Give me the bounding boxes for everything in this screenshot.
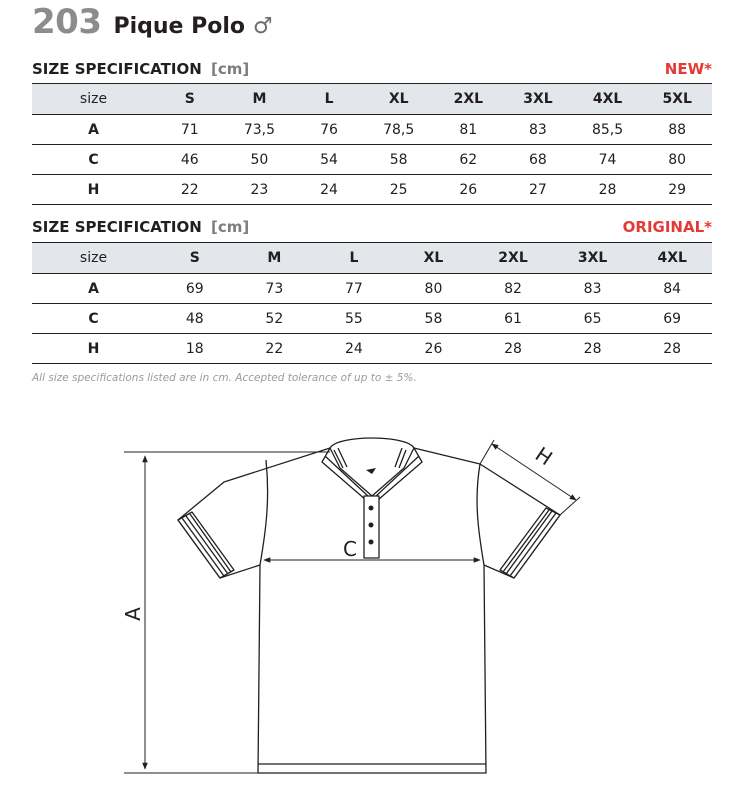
measure-value: 68	[529, 151, 547, 168]
product-code: 203	[32, 2, 102, 42]
measure-value: 81	[459, 121, 478, 138]
size-header-cell: M	[252, 91, 267, 107]
size-header-cell: 4XL	[657, 250, 687, 266]
measure-value: 73	[265, 280, 284, 297]
measure-label: C	[88, 310, 99, 327]
product-name: Pique Polo	[113, 14, 246, 39]
size-column-header: size	[79, 91, 108, 107]
measure-value: 28	[598, 181, 617, 198]
measure-label: A	[88, 121, 99, 138]
measure-label: A	[88, 280, 99, 297]
new-tag: NEW*	[664, 60, 712, 78]
measure-value: 74	[598, 151, 617, 168]
measure-value: 27	[529, 181, 547, 198]
measure-value: 61	[504, 310, 522, 327]
original-size-table	[32, 242, 712, 364]
new-spec-unit: [cm]	[211, 60, 250, 78]
size-header-cell: XL	[388, 91, 409, 107]
measure-value: 83	[529, 121, 547, 138]
measure-value: 25	[389, 181, 408, 198]
measure-value: 80	[668, 151, 687, 168]
size-header-cell: M	[267, 250, 282, 266]
size-header-cell: 5XL	[662, 91, 692, 107]
measure-value: 85,5	[591, 121, 624, 138]
measure-value: 52	[265, 310, 284, 327]
size-header-cell: L	[349, 250, 359, 266]
table-row	[32, 334, 712, 364]
table-row	[32, 145, 712, 175]
size-column-header: size	[79, 250, 108, 266]
size-header-cell: S	[189, 250, 200, 266]
measure-value: 22	[265, 340, 284, 357]
measure-value: 54	[320, 151, 338, 168]
label-h: H	[530, 442, 557, 471]
measure-value: 88	[668, 121, 687, 138]
product-header	[32, 2, 273, 42]
table-row	[32, 274, 712, 304]
measure-value: 23	[250, 181, 269, 198]
measure-value: 71	[180, 121, 199, 138]
original-spec-title: SIZE SPECIFICATION	[32, 218, 202, 236]
measure-value: 58	[424, 310, 443, 327]
size-header-cell: XL	[423, 250, 444, 266]
measure-value: 82	[504, 280, 522, 297]
measure-value: 83	[583, 280, 602, 297]
measure-value: 22	[180, 181, 199, 198]
measure-value: 73,5	[243, 121, 276, 138]
original-spec-unit: [cm]	[211, 218, 250, 236]
measure-value: 46	[180, 151, 199, 168]
measure-value: 69	[663, 310, 682, 327]
measure-value: 26	[459, 181, 478, 198]
size-header-cell: 3XL	[523, 91, 553, 107]
button	[369, 506, 374, 511]
size-header-cell: 4XL	[592, 91, 623, 107]
measure-value: 84	[663, 280, 682, 297]
measure-value: 24	[320, 181, 338, 198]
measure-value: 58	[389, 151, 408, 168]
polo-shirt-diagram	[0, 400, 748, 791]
size-header-cell: 2XL	[453, 91, 484, 107]
measure-value: 28	[504, 340, 522, 357]
measure-value: 76	[320, 121, 338, 138]
table-header-row	[32, 243, 712, 274]
original-tag: ORIGINAL*	[622, 218, 712, 236]
measure-value: 29	[668, 181, 687, 198]
measure-value: 55	[344, 310, 363, 327]
left-sleeve-outline	[178, 448, 330, 578]
measure-value: 28	[583, 340, 602, 357]
right-cuff	[500, 508, 560, 578]
table-header-row	[32, 84, 712, 115]
new-size-table	[32, 83, 712, 205]
measure-label: C	[88, 151, 99, 168]
size-header-cell: 3XL	[577, 250, 608, 266]
label-a: A	[121, 607, 145, 621]
male-icon: ♂	[253, 14, 273, 39]
table-row	[32, 115, 712, 145]
left-cuff	[178, 512, 234, 578]
measure-value: 50	[250, 151, 269, 168]
measure-value: 77	[344, 280, 363, 297]
original-spec-heading	[32, 217, 712, 237]
size-header-cell: S	[184, 91, 195, 107]
right-sleeve-outline	[414, 448, 560, 578]
shirt-body-outline	[258, 565, 486, 773]
measure-value: 28	[663, 340, 682, 357]
measure-value: 24	[344, 340, 363, 357]
table-row	[32, 175, 712, 205]
new-spec-heading	[32, 59, 712, 79]
measure-value: 69	[185, 280, 204, 297]
measure-value: 48	[185, 310, 204, 327]
measure-value: 18	[185, 340, 204, 357]
new-spec-title: SIZE SPECIFICATION	[32, 60, 202, 78]
measure-label: H	[87, 340, 100, 357]
size-header-cell: 2XL	[498, 250, 528, 266]
button	[369, 540, 374, 545]
measure-label: H	[87, 181, 100, 198]
table-row	[32, 304, 712, 334]
dimension-h-line	[492, 444, 576, 500]
measure-value: 65	[583, 310, 602, 327]
button	[369, 523, 374, 528]
label-c: C	[343, 537, 357, 561]
measure-value: 80	[424, 280, 443, 297]
measure-value: 62	[459, 151, 478, 168]
measure-value: 26	[424, 340, 443, 357]
tolerance-note: All size specifications listed are in cm. Accepted tolerance of up to ± 5%.	[32, 372, 417, 384]
measure-value: 78,5	[383, 121, 415, 138]
size-header-cell: L	[324, 91, 334, 107]
